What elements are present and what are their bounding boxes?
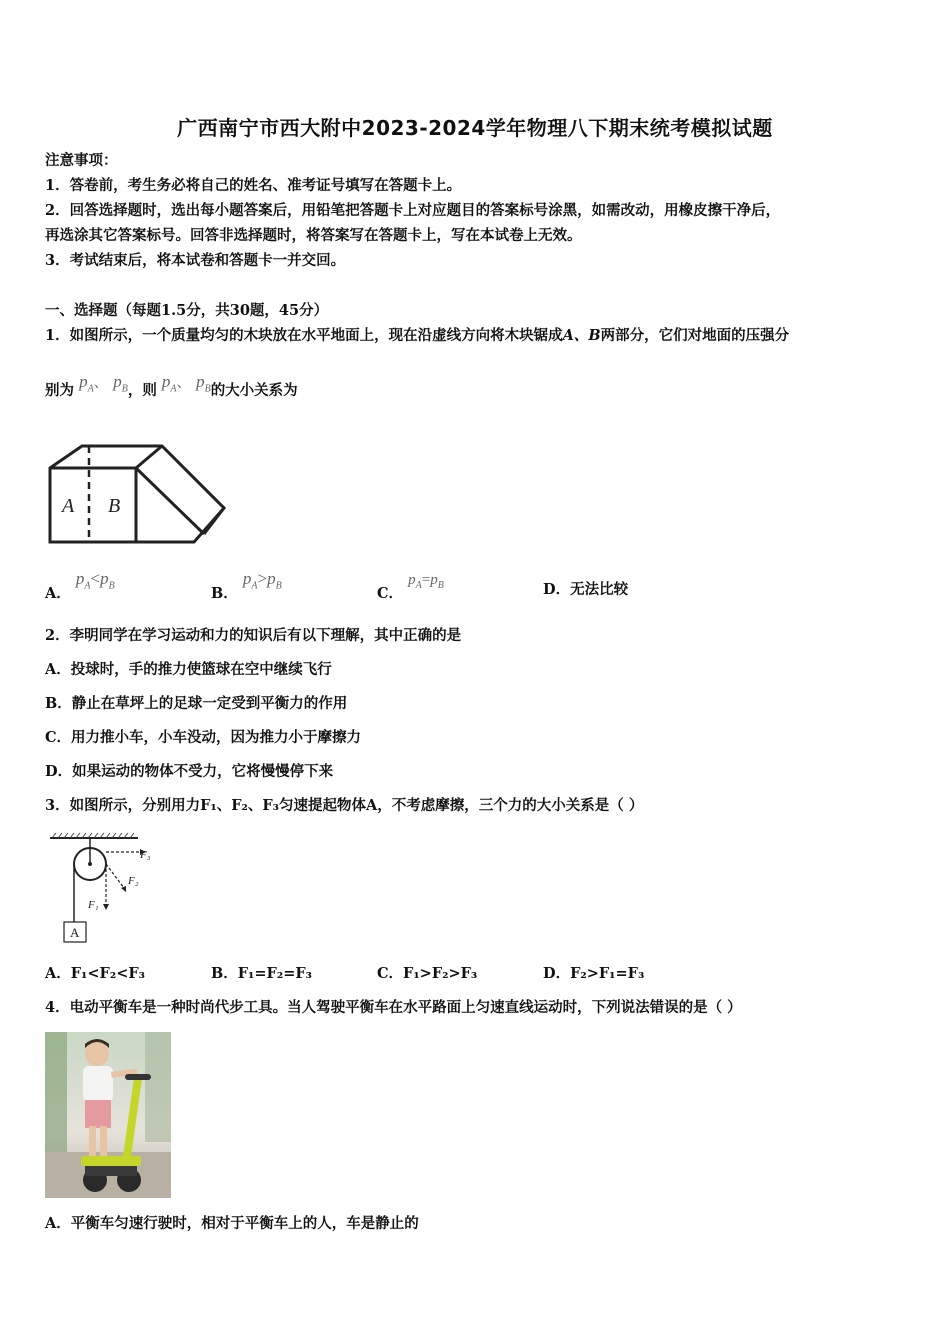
option-label: A． [45, 585, 71, 602]
q3-option-d[interactable]: D．F₂>F₁=F₃ [543, 965, 645, 982]
child-head [85, 1042, 109, 1066]
q2-option-d[interactable]: D．如果运动的物体不受力，它将慢慢停下来 [45, 763, 334, 780]
q1-option-d[interactable] [543, 580, 628, 600]
q1-option-a[interactable] [45, 568, 115, 602]
question-4-stem: 4．电动平衡车是一种时尚代步工具。当人驾驶平衡车在水平路面上匀速直线运动时，下列说法错误的是（ ） [45, 999, 742, 1016]
wood-block-figure [44, 438, 230, 550]
notice-item: 1．答卷前，考生务必将自己的姓名、准考证号填写在答题卡上。 [45, 177, 462, 194]
option-label: D． [543, 581, 571, 598]
child-shirt [83, 1066, 113, 1102]
q1-stem-part: 的大小关系为 [210, 382, 298, 399]
question-3-stem: 3．如图所示，分别用力F₁、F₂、F₃匀速提起物体A，不考虑摩擦，三个力的大小关系是（ ） [45, 797, 644, 814]
child-shorts [85, 1100, 111, 1128]
pulley-figure [44, 830, 160, 952]
q1-option-c[interactable] [377, 568, 444, 602]
q1-option-b[interactable] [211, 568, 282, 602]
question-2-stem: 2．李明同学在学习运动和力的知识后有以下理解，其中正确的是 [45, 627, 462, 644]
label-b: B [108, 495, 121, 517]
pressure-symbol-b: $p_B$ [430, 572, 444, 591]
q3-option-b[interactable]: B．F₁=F₂=F₃ [211, 965, 312, 982]
page-title: 广西南宁市西大附中2023-2024学年物理八下期末统考模拟试题 [177, 116, 773, 140]
relation-sign: = [421, 572, 431, 588]
pressure-symbol-b: $p_B$ [100, 569, 115, 592]
pressure-symbol-a: $p_A$ [79, 372, 94, 395]
label-a: A [62, 495, 75, 517]
pressure-symbol-a: $p_A$ [242, 569, 258, 592]
q1-stem-part: 别为 [45, 382, 74, 399]
notice-heading: 注意事项： [45, 152, 118, 169]
option-label: B． [211, 585, 238, 602]
option-label: C． [377, 585, 404, 602]
pressure-symbol-b: $p_B$ [267, 569, 282, 592]
scooter-platform [81, 1156, 141, 1166]
relation-sign: < [90, 569, 101, 588]
section-heading: 一、选择题（每题1.5分，共30题，45分） [45, 302, 329, 319]
balance-scooter-photo [45, 1032, 171, 1198]
separator: 、 [93, 375, 109, 391]
relation-sign: > [257, 569, 268, 588]
q2-option-b[interactable]: B．静止在草坪上的足球一定受到平衡力的作用 [45, 695, 348, 712]
pressure-symbol-a: $p_A$ [161, 372, 177, 395]
pressure-symbol-a: $p_A$ [408, 572, 422, 591]
q2-option-a[interactable]: A．投球时，手的推力使篮球在空中继续飞行 [45, 661, 332, 678]
notice-item: 2．回答选择题时，选出每小题答案后，用铅笔把答题卡上对应题目的答案标号涂黑，如需改动，用橡皮擦干净后， [45, 202, 781, 219]
q3-option-c[interactable]: C．F₁>F₂>F₃ [377, 965, 478, 982]
separator: 、 [176, 375, 192, 391]
pressure-symbol-b: $p_B$ [113, 372, 128, 395]
force-f1-label: F₁ [88, 899, 99, 911]
q1-stem-part: ，则 [127, 382, 157, 399]
notice-item: 3．考试结束后，将本试卷和答题卡一并交回。 [45, 252, 346, 269]
question-1-stem-line2 [45, 372, 298, 407]
notice-item: 再选涂其它答案标号。回答非选择题时，将答案写在答题卡上，写在本试卷上无效。 [45, 227, 582, 244]
q3-option-a[interactable]: A．F₁<F₂<F₃ [45, 965, 145, 982]
object-a-label: A [70, 925, 80, 940]
pressure-symbol-a: $p_A$ [75, 569, 91, 592]
force-f2-label: F₂ [128, 875, 139, 887]
option-text: 无法比较 [570, 581, 629, 598]
pressure-symbol-b: $p_B$ [196, 372, 211, 395]
q2-option-c[interactable]: C．用力推小车，小车没动，因为推力小于摩擦力 [45, 729, 362, 746]
q1-ab: A、B [562, 327, 601, 344]
force-f3-label: F₃ [140, 849, 151, 861]
question-1-stem [45, 326, 789, 346]
q1-stem-part: 两部分，它们对地面的压强分 [600, 327, 790, 344]
q4-option-a[interactable]: A．平衡车匀速行驶时，相对于平衡车上的人，车是静止的 [45, 1215, 419, 1232]
q1-stem-part: 1．如图所示，一个质量均匀的木块放在水平地面上，现在沿虚线方向将木块锯成 [45, 327, 563, 344]
